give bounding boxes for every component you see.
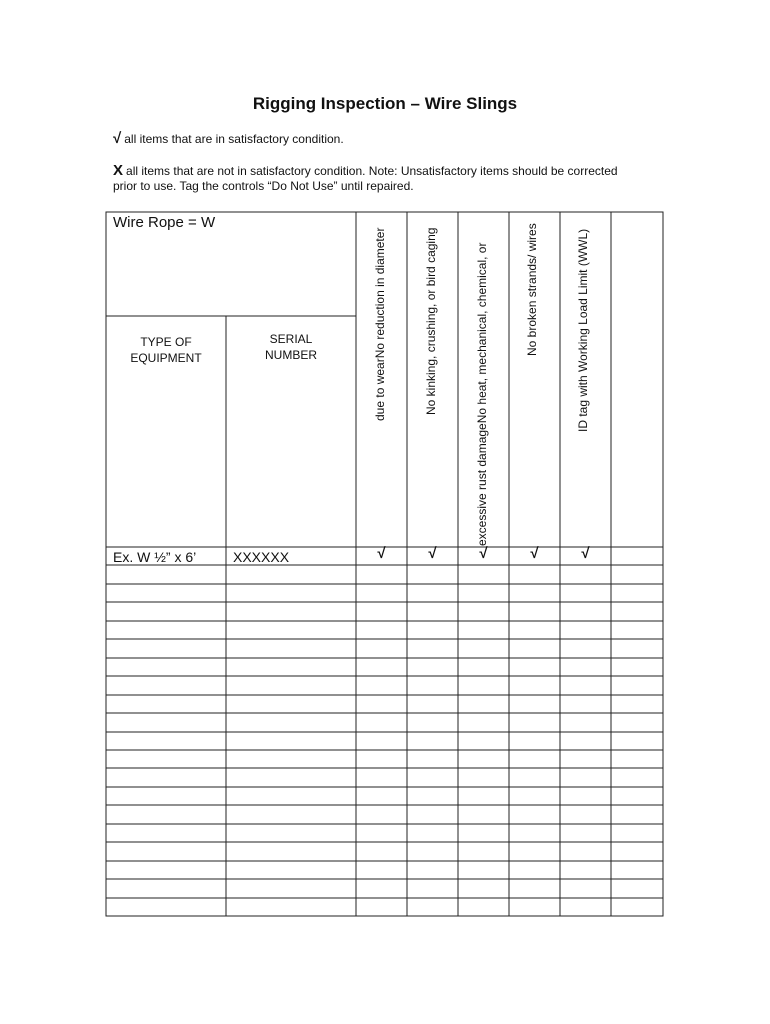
example-check-4: √ xyxy=(530,545,539,562)
page-title: Rigging Inspection – Wire Slings xyxy=(252,94,518,113)
example-type-cell: Ex. W ½” x 6’ xyxy=(113,549,197,565)
x-mark-icon: X xyxy=(113,162,124,179)
criteria-diameter-header: due to wearNo reduction in diameter xyxy=(373,227,387,421)
wire-rope-header: Wire Rope = W xyxy=(113,214,216,231)
type-header-line-2: EQUIPMENT xyxy=(130,351,202,365)
criteria-broken-strands-header: No broken strands/ wires xyxy=(525,223,539,356)
serial-number-header xyxy=(226,331,356,363)
legend-satisfactory xyxy=(113,131,344,147)
example-check-2: √ xyxy=(428,545,437,562)
criteria-id-tag-header: ID tag with Working Load Limit (WWL) xyxy=(576,228,590,432)
criteria-damage-header: excessive rust damageNo heat, mechanical, chemical, or xyxy=(475,242,489,546)
type-header-line-1: TYPE OF xyxy=(140,335,192,349)
legend-unsatisfactory-text-2: prior to use. Tag the controls “Do Not Use” until repaired. xyxy=(113,179,414,193)
serial-header-line-1: SERIAL xyxy=(269,332,313,346)
legend-satisfactory-text: all items that are in satisfactory condition. xyxy=(124,132,344,146)
serial-header-line-2: NUMBER xyxy=(264,348,317,362)
legend-unsatisfactory xyxy=(113,163,673,194)
criteria-kinking-header: No kinking, crushing, or bird caging xyxy=(424,227,438,415)
example-check-3: √ xyxy=(479,545,488,562)
example-check-5: √ xyxy=(581,545,590,562)
check-mark-icon: √ xyxy=(113,130,122,147)
example-check-1: √ xyxy=(377,545,386,562)
example-serial-cell: XXXXXX xyxy=(233,549,290,565)
type-of-equipment-header xyxy=(106,334,226,366)
legend-unsatisfactory-text-1: all items that are not in satisfactory condition. Note: Unsatisfactory items should be corrected xyxy=(126,164,618,178)
